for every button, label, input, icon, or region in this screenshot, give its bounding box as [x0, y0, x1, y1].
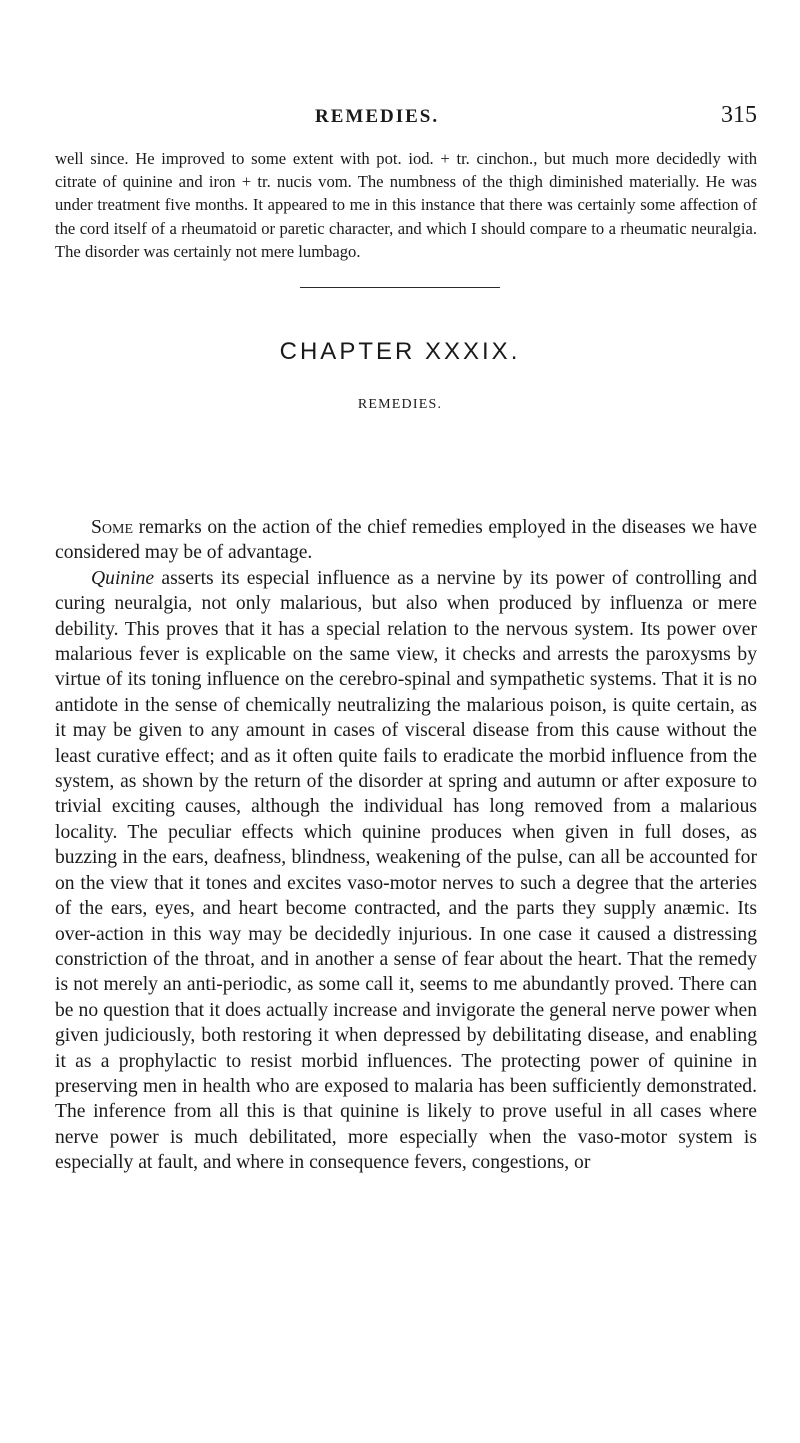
- previous-chapter-text: well since. He improved to some extent with pot. iod. + tr. cinchon., but much more decidedly with citrate of quinine and iron + tr. nucis vom. The numbness of the thigh diminished materially. He was under treatment five months. It appeared to me in this instance that there was certainly some affection of the cord itself of a rheumatoid or paretic character, and which I should compare to a rheumatic neuralgia. The disorder was certainly not mere lumbago.: [55, 149, 757, 261]
- paragraph-lead-word: Some: [91, 517, 134, 538]
- paragraph-text: asserts its especial influence as a nervine by its power of controlling and curing neuralgia, not only malarious, but also when produced by influenza or mere debility. This proves that it has a special relation to the nervous system. Its power over malarious fever is explicable on the same view, it checks and arrests the paroxysms by virtue of its toning influence on the cerebro-spinal and sympathetic systems. That it is no antidote in the sense of chemically neutralizing the malarious poison, is quite certain, as it may be given to any amount in cases of visceral disease from this cause without the least curative effect; and as it often quite fails to eradicate the morbid influence from the system, as shown by the return of the disorder at spring and autumn or after exposure to trivial exciting causes, although the individual has long removed from a malarious locality. The peculiar effects which quinine produces when given in full doses, as buzzing in the ears, deafness, blindness, weakening of the pulse, can all be accounted for on the view that it tones and excites vaso-motor nerves to such a degree that the arteries of the ears, eyes, and heart become contracted, and the parts they supply anæmic. Its over-action in this way may be decidedly injurious. In one case it caused a distressing constriction of the throat, and in another a sense of fear about the heart. That the remedy is not merely an anti-periodic, as some call it, seems to me abundantly proved. There can be no question that it does actually increase and invigorate the general nerve power when given judiciously, both restoring it when depressed by debilitating disease, and enabling it as a prophylactic to resist morbid influences. The protecting power of quinine in preserving men in health who are exposed to malaria has been sufficiently demonstrated. The inference from all this is that quinine is likely to prove useful in all cases where nerve power is much debilitated, more especially when the vaso-motor system is especially at fault, and where in consequence fevers, congestions, or: [55, 567, 757, 1174]
- paragraph-lead-word: Quinine: [91, 567, 155, 589]
- section-divider: [300, 287, 500, 288]
- paragraph-intro: [55, 515, 757, 566]
- running-head: [55, 102, 757, 132]
- paragraph-quinine: [55, 566, 757, 1176]
- paragraph-text: remarks on the action of the chief remedies employed in the diseases we have considered may be of advantage.: [55, 517, 757, 564]
- running-title: REMEDIES.: [315, 106, 440, 127]
- chapter-body: [55, 515, 757, 1176]
- page-number: 315: [721, 102, 757, 128]
- chapter-subtitle: REMEDIES.: [357, 397, 443, 412]
- chapter-title: CHAPTER XXXIX.: [279, 338, 521, 365]
